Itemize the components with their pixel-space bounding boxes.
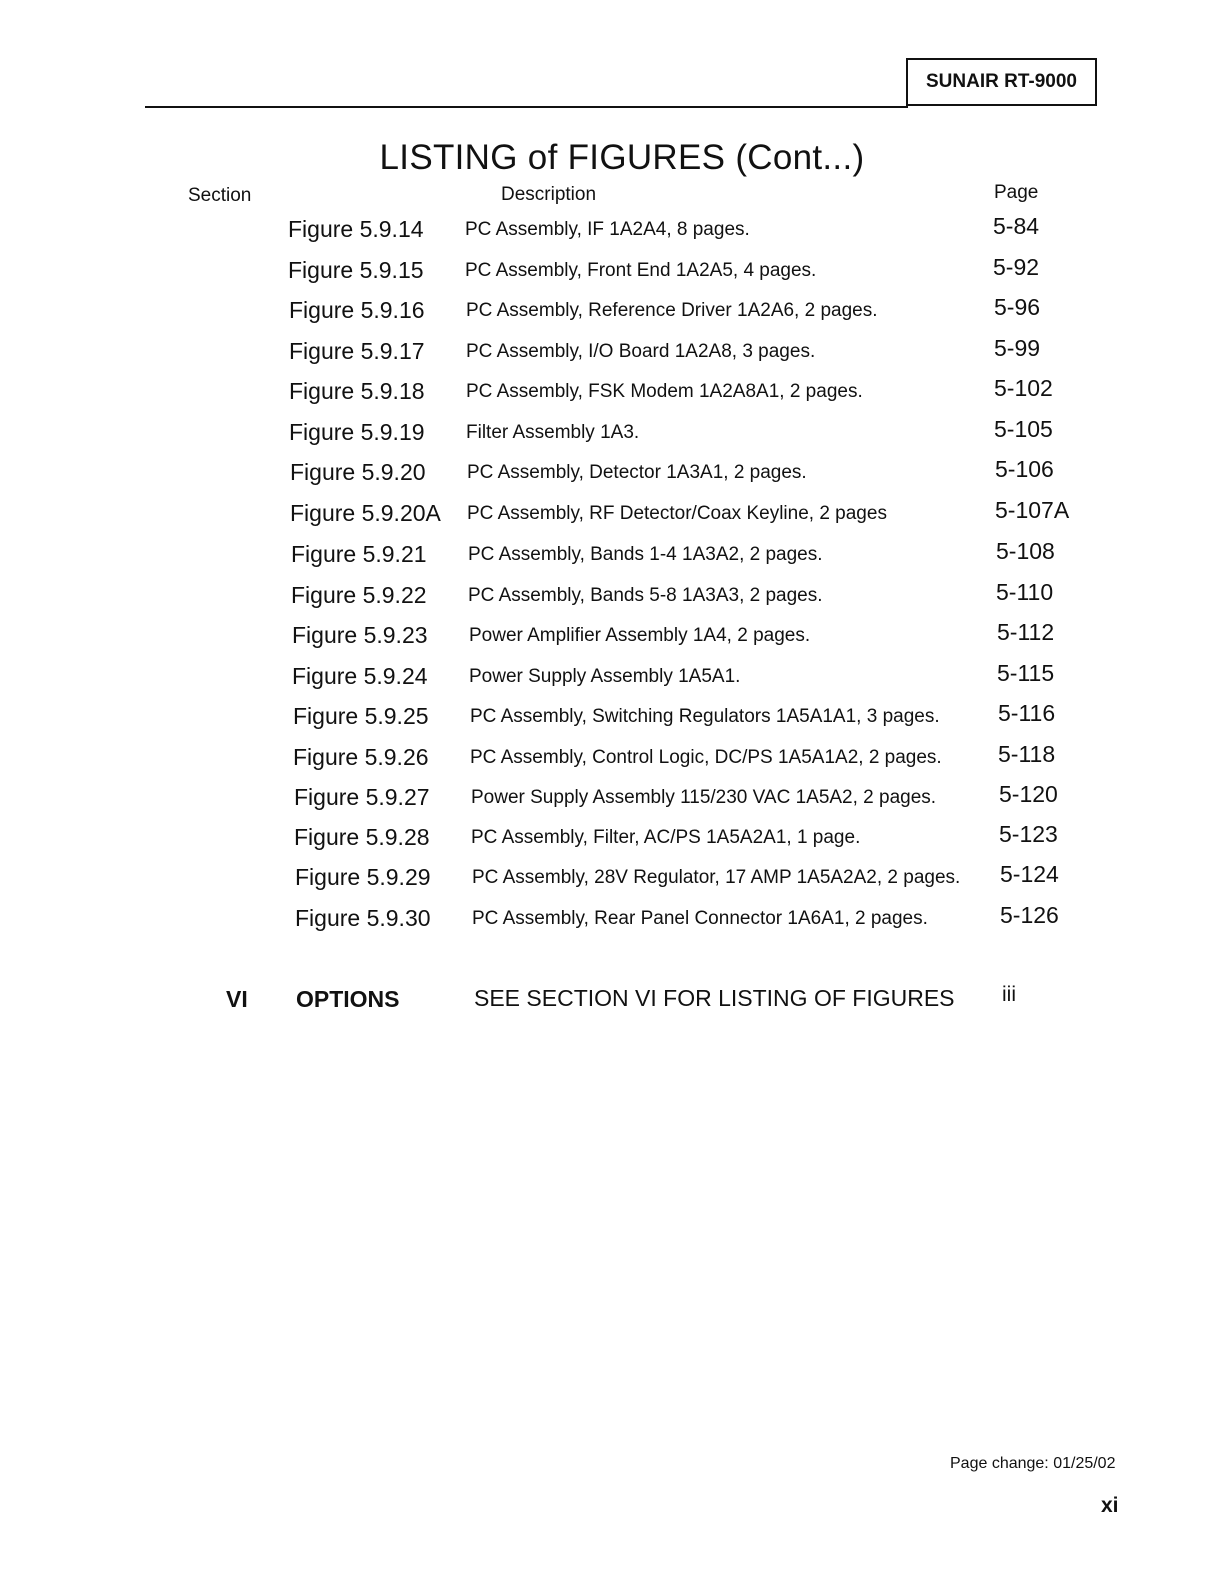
figure-number: Figure 5.9.21 [291, 541, 427, 567]
figure-page: 5-115 [997, 660, 1055, 686]
options-title: OPTIONS [296, 986, 400, 1012]
figure-page: 5-123 [999, 821, 1058, 847]
figure-description: PC Assembly, Bands 5-8 1A3A3, 2 pages. [468, 585, 823, 606]
figure-description: PC Assembly, Rear Panel Connector 1A6A1, 2 pages. [472, 908, 928, 929]
figure-number: Figure 5.9.20 [290, 459, 426, 485]
page-title: LISTING of FIGURES (Cont...) [379, 138, 865, 177]
figure-number: Figure 5.9.26 [293, 744, 429, 770]
page-number: xi [1101, 1494, 1119, 1517]
figure-description: Filter Assembly 1A3. [466, 422, 640, 443]
figure-page: 5-110 [996, 579, 1054, 605]
figure-number: Figure 5.9.14 [288, 216, 424, 242]
document-title-box [906, 58, 1097, 106]
figure-description: Power Supply Assembly 1A5A1. [469, 666, 741, 687]
figure-number: Figure 5.9.24 [292, 663, 428, 689]
figure-number: Figure 5.9.19 [289, 419, 425, 445]
figure-description: PC Assembly, I/O Board 1A2A8, 3 pages. [466, 341, 816, 362]
figure-page: 5-112 [997, 619, 1055, 645]
figure-description: PC Assembly, Filter, AC/PS 1A5A2A1, 1 page. [471, 827, 861, 848]
figure-description: Power Amplifier Assembly 1A4, 2 pages. [469, 625, 811, 646]
figure-number: Figure 5.9.18 [289, 378, 425, 404]
figure-description: PC Assembly, Control Logic, DC/PS 1A5A1A2, 2 pages. [470, 747, 942, 768]
figure-page: 5-96 [994, 294, 1041, 320]
figure-description: PC Assembly, Switching Regulators 1A5A1A1, 3 pages. [470, 706, 940, 727]
column-header-description: Description [501, 184, 597, 205]
figure-number: Figure 5.9.16 [289, 297, 425, 323]
figure-page: 5-126 [1000, 902, 1059, 928]
figure-description: PC Assembly, 28V Regulator, 17 AMP 1A5A2A2, 2 pages. [472, 867, 961, 888]
figure-number: Figure 5.9.30 [295, 905, 431, 931]
figure-number: Figure 5.9.20A [290, 500, 441, 526]
figure-page: 5-99 [994, 335, 1041, 361]
figure-page: 5-108 [996, 538, 1055, 564]
column-header-page: Page [994, 182, 1039, 203]
figure-page: 5-106 [995, 456, 1054, 482]
figure-number: Figure 5.9.28 [294, 824, 430, 850]
figure-page: 5-92 [993, 254, 1040, 280]
figure-page: 5-102 [994, 375, 1053, 401]
document-title: SUNAIR RT-9000 [926, 71, 1077, 92]
figure-number: Figure 5.9.22 [291, 582, 427, 608]
figure-page: 5-107A [995, 497, 1070, 523]
options-section-number: VI [226, 986, 248, 1012]
figure-number: Figure 5.9.23 [292, 622, 428, 648]
figure-page: 5-120 [999, 781, 1058, 807]
figure-description: PC Assembly, Bands 1-4 1A3A2, 2 pages. [468, 544, 823, 565]
page-change-date: Page change: 01/25/02 [950, 1455, 1116, 1472]
figure-description: PC Assembly, Detector 1A3A1, 2 pages. [467, 462, 807, 483]
figure-description: PC Assembly, IF 1A2A4, 8 pages. [465, 219, 750, 240]
header-rule [145, 106, 908, 108]
figure-number: Figure 5.9.27 [294, 784, 430, 810]
figure-page: 5-105 [994, 416, 1053, 442]
figure-description: PC Assembly, Front End 1A2A5, 4 pages. [465, 260, 817, 281]
figure-page: 5-124 [1000, 861, 1059, 887]
figure-number: Figure 5.9.17 [289, 338, 425, 364]
figure-page: 5-116 [998, 700, 1056, 726]
figure-number: Figure 5.9.15 [288, 257, 424, 283]
options-description: SEE SECTION VI FOR LISTING OF FIGURES [474, 985, 955, 1011]
options-page: iii [1002, 983, 1016, 1006]
figure-page: 5-84 [993, 213, 1040, 239]
figure-description: PC Assembly, FSK Modem 1A2A8A1, 2 pages. [466, 381, 863, 402]
figure-page: 5-118 [998, 741, 1056, 767]
figure-description: Power Supply Assembly 115/230 VAC 1A5A2, 2 pages. [471, 787, 937, 808]
figure-description: PC Assembly, RF Detector/Coax Keyline, 2 pages [467, 503, 887, 524]
figure-description: PC Assembly, Reference Driver 1A2A6, 2 pages. [466, 300, 878, 321]
figure-number: Figure 5.9.29 [295, 864, 431, 890]
figure-number: Figure 5.9.25 [293, 703, 429, 729]
column-header-section: Section [188, 185, 252, 206]
